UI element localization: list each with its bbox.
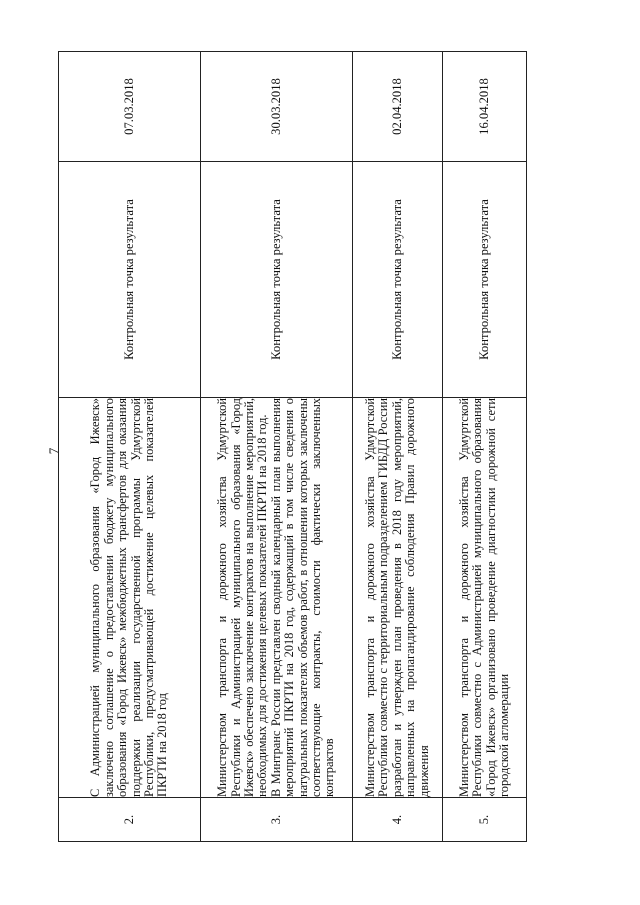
table-row: [201, 52, 353, 842]
table-row: [353, 52, 443, 842]
table-row: [59, 52, 201, 842]
row-description: [443, 398, 527, 798]
row-date: 07.03.2018: [59, 52, 201, 162]
description-paragraph: В Минтранс России представлен сводный календарный план выполнения мероприятий ПКРТИ на 2018 год, содержащий в том числе сведения о натуральных показателях объемов работ, в отношении которых заключены соответствующие контракты, стоимости фактически заключенных контрактов: [268, 398, 337, 797]
description-paragraph: Министерством транспорта и дорожного хозяйства Удмуртской Республики и Администрацией муниципального образования «Город Ижевск» обеспечено заключение контрактов на выполнение мероприятий, необходимых для достижения целевых показателей ПКРТИ на 2018 год.: [215, 398, 270, 797]
row-date: 30.03.2018: [201, 52, 353, 162]
row-number: 3.: [201, 798, 353, 842]
page-number: 7: [46, 447, 61, 455]
description-paragraph: Министерством транспорта и дорожного хозяйства Удмуртской Республики совместно с территориальным подразделением ГИБДД России разработан и утвержден план проведения в 2018 году мероприятий, направленных на пропагандирование соблюдения Правил дорожного движения: [362, 398, 431, 797]
row-number: 5.: [443, 798, 527, 842]
row-number: 4.: [353, 798, 443, 842]
row-control-type: Контрольная точка результата: [201, 162, 353, 398]
description-paragraph: С Администрацией муниципального образования «Город Ижевск» заключено соглашение о предоставлении бюджету муниципального образования «Город Ижевск» межбюджетных трансфертов для оказания поддержки реализации государственной программы Удмуртской Республики, предусматривающей достижение целевых показателей ПКРТИ на 2018 год: [88, 398, 170, 797]
table-row: [443, 52, 527, 842]
row-description: [201, 398, 353, 798]
row-date: 16.04.2018: [443, 52, 527, 162]
row-description: [59, 398, 201, 798]
row-number: 2.: [59, 798, 201, 842]
row-control-type: Контрольная точка результата: [59, 162, 201, 398]
rotated-table-container: [58, 52, 526, 842]
row-date: 02.04.2018: [353, 52, 443, 162]
row-control-type: Контрольная точка результата: [353, 162, 443, 398]
milestone-table: [58, 51, 527, 842]
description-paragraph: Министерством транспорта и дорожного хозяйства Удмуртской Республики совместно с Администрацией муниципального образования «Город Ижевск» организовано проведение диагностики дорожной сети городской агломерации: [456, 398, 511, 797]
row-control-type: Контрольная точка результата: [443, 162, 527, 398]
row-description: [353, 398, 443, 798]
